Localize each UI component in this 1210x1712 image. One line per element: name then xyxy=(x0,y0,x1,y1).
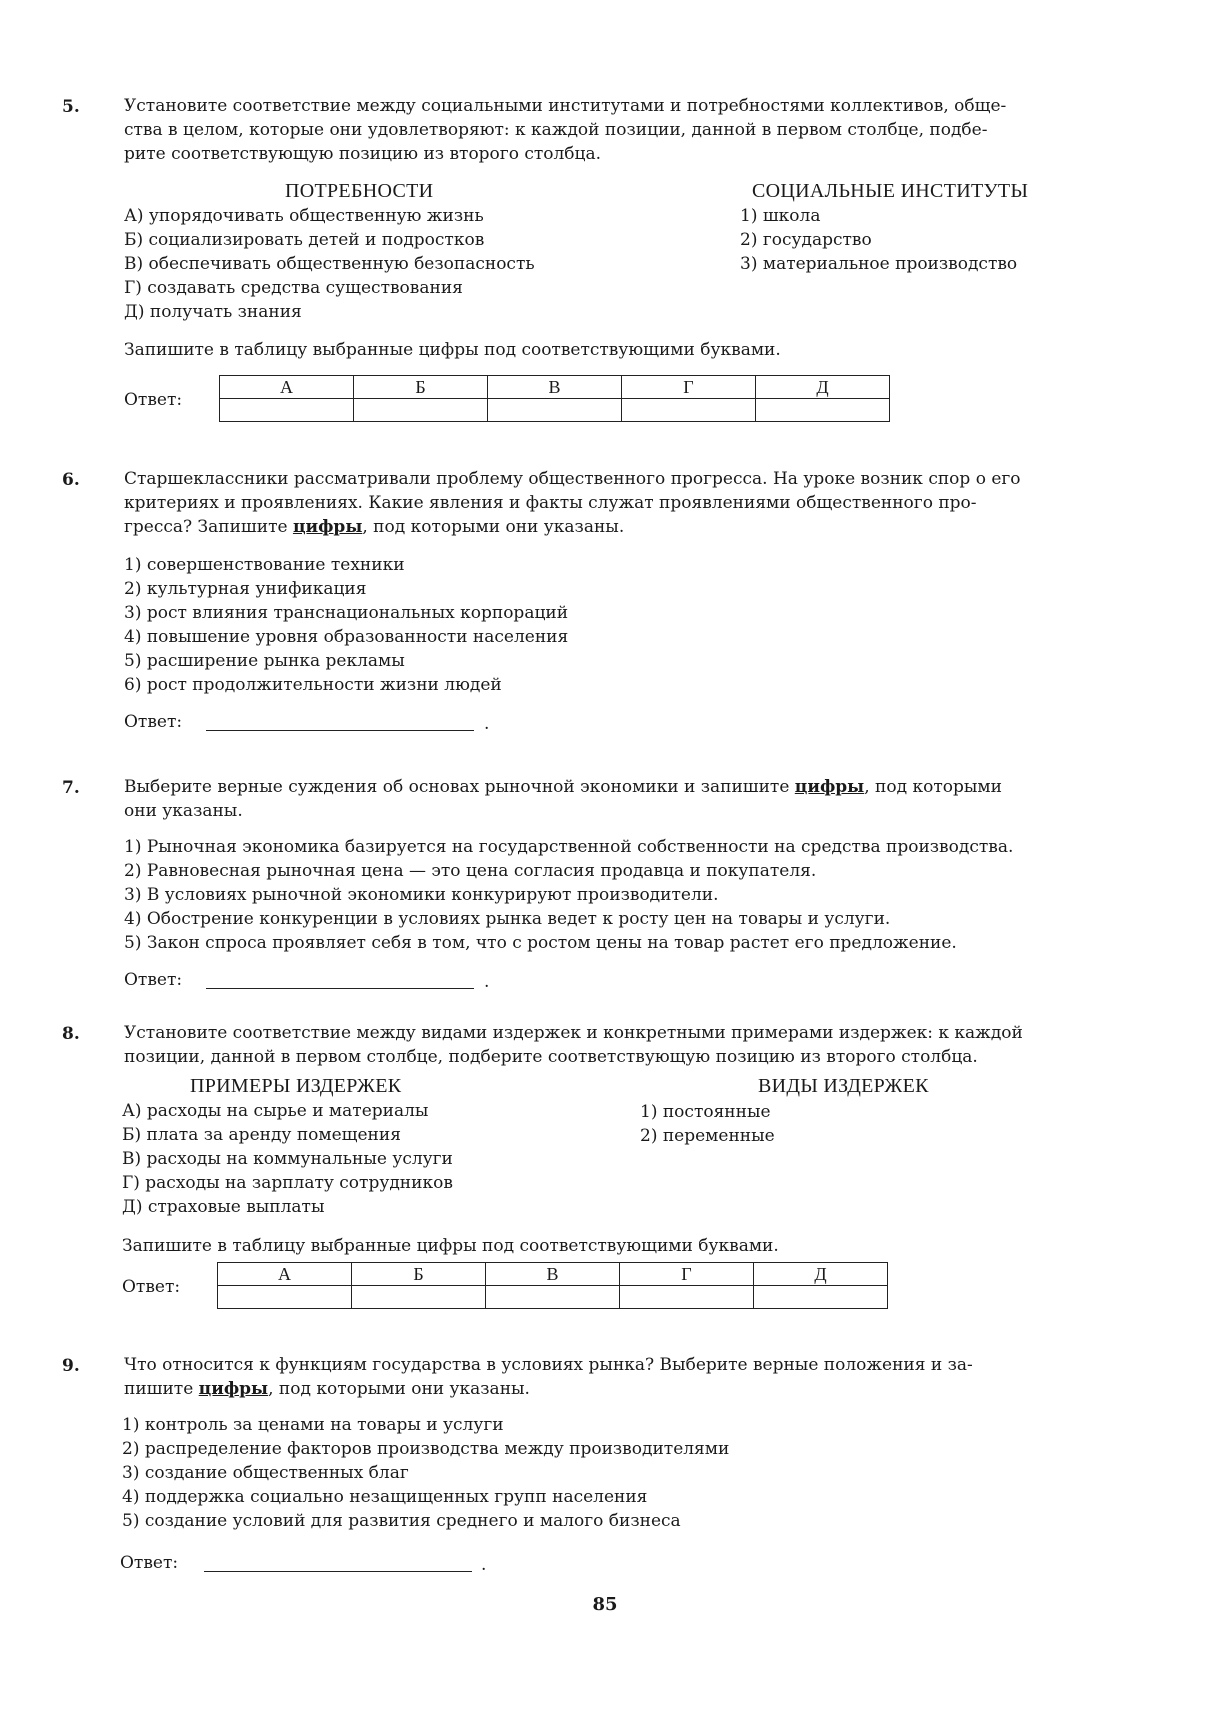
left-column-header: ПРИМЕРЫ ИЗДЕРЖЕК xyxy=(190,1075,402,1097)
question-text-line: Что относится к функциям государства в условиях рынка? Выберите верные положения и за- xyxy=(124,1355,973,1375)
list-item: 5) Закон спроса проявляет себя в том, что с ростом цены на товар растет его предложение. xyxy=(124,933,957,953)
answer-cell[interactable] xyxy=(354,399,488,422)
right-column-header: СОЦИАЛЬНЫЕ ИНСТИТУТЫ xyxy=(752,180,1029,202)
list-item: Д) страховые выплаты xyxy=(122,1197,325,1217)
answer-dot: . xyxy=(481,1555,487,1575)
list-item: 3) материальное производство xyxy=(740,254,1018,274)
list-item: 2) культурная унификация xyxy=(124,579,367,599)
list-item: 6) рост продолжительности жизни людей xyxy=(124,675,502,695)
list-item: 1) школа xyxy=(740,206,821,226)
list-item: 1) Рыночная экономика базируется на государственной собственности на средства производства. xyxy=(124,837,1014,857)
list-item: Г) создавать средства существования xyxy=(124,278,463,298)
answer-cell[interactable] xyxy=(620,1286,754,1309)
list-item: Д) получать знания xyxy=(124,302,302,322)
table-instruction: Запишите в таблицу выбранные цифры под соответствующими буквами. xyxy=(124,340,781,360)
question-number: 6. xyxy=(62,470,80,490)
list-item: 1) постоянные xyxy=(640,1102,771,1122)
list-item: Б) плата за аренду помещения xyxy=(122,1125,401,1145)
right-column-header: ВИДЫ ИЗДЕРЖЕК xyxy=(758,1075,929,1097)
question-text-line: ства в целом, которые они удовлетворяют: к каждой позиции, данной в первом столбце, подбе- xyxy=(124,120,988,140)
question-text xyxy=(124,467,1210,539)
answer-cell[interactable] xyxy=(486,1286,620,1309)
list-item: 1) контроль за ценами на товары и услуги xyxy=(122,1415,504,1435)
question-text-line: Установите соответствие между видами издержек и конкретными примерами издержек: к каждой xyxy=(124,1023,1023,1043)
answer-cell[interactable] xyxy=(756,399,890,422)
question-number: 5. xyxy=(62,97,80,117)
question-text xyxy=(124,1353,1210,1401)
list-item: А) упорядочивать общественную жизнь xyxy=(124,206,484,226)
table-header-cell: Б xyxy=(352,1263,486,1286)
emphasis: цифры xyxy=(198,1379,269,1399)
question-text-line: они указаны. xyxy=(124,801,243,821)
list-item: 1) совершенствование техники xyxy=(124,555,405,575)
table-header-cell: А xyxy=(220,376,354,399)
list-item: 5) расширение рынка рекламы xyxy=(124,651,405,671)
answer-cell[interactable] xyxy=(622,399,756,422)
answer-label: Ответ: xyxy=(120,1553,179,1573)
list-item: 4) поддержка социально незащищенных групп населения xyxy=(122,1487,648,1507)
list-item: 2) Равновесная рыночная цена — это цена согласия продавца и покупателя. xyxy=(124,861,817,881)
answer-field[interactable] xyxy=(206,730,474,731)
answer-field[interactable] xyxy=(206,988,474,989)
question-number: 9. xyxy=(62,1356,80,1376)
answer-cell[interactable] xyxy=(488,399,622,422)
answer-cell[interactable] xyxy=(352,1286,486,1309)
question-text-line: рите соответствующую позицию из второго столбца. xyxy=(124,144,602,164)
table-header-cell: В xyxy=(488,376,622,399)
list-item: А) расходы на сырье и материалы xyxy=(122,1101,429,1121)
question-text xyxy=(124,1021,1210,1069)
table-header-cell: А xyxy=(218,1263,352,1286)
list-item: 4) повышение уровня образованности населения xyxy=(124,627,569,647)
list-item: 2) распределение факторов производства между производителями xyxy=(122,1439,730,1459)
page-number: 85 xyxy=(592,1594,618,1615)
list-item: 3) рост влияния транснациональных корпораций xyxy=(124,603,569,623)
question-text-line: Выберите верные суждения об основах рыночной экономики и запишите цифры, под которыми xyxy=(124,777,1002,797)
question-text xyxy=(124,94,1210,166)
answer-dot: . xyxy=(484,972,490,992)
table-instruction: Запишите в таблицу выбранные цифры под соответствующими буквами. xyxy=(122,1236,779,1256)
list-item: В) обеспечивать общественную безопасность xyxy=(124,254,535,274)
answer-label: Ответ: xyxy=(122,1277,181,1297)
answer-cell[interactable] xyxy=(218,1286,352,1309)
question-text xyxy=(124,775,1210,823)
answer-label: Ответ: xyxy=(124,712,183,732)
table-header-cell: Д xyxy=(754,1263,888,1286)
answer-label: Ответ: xyxy=(124,970,183,990)
emphasis: цифры xyxy=(292,517,363,537)
question-number: 8. xyxy=(62,1024,80,1044)
list-item: Б) социализировать детей и подростков xyxy=(124,230,485,250)
list-item: 5) создание условий для развития среднего и малого бизнеса xyxy=(122,1511,681,1531)
list-item: Г) расходы на зарплату сотрудников xyxy=(122,1173,453,1193)
answer-dot: . xyxy=(484,714,490,734)
question-text-line: критериях и проявлениях. Какие явления и факты служат проявлениями общественного про- xyxy=(124,493,977,513)
answer-label: Ответ: xyxy=(124,390,183,410)
table-header-cell: Г xyxy=(622,376,756,399)
question-text-line: позиции, данной в первом столбце, подберите соответствующую позицию из второго столбца. xyxy=(124,1047,978,1067)
table-header-cell: Г xyxy=(620,1263,754,1286)
list-item: 2) государство xyxy=(740,230,872,250)
answer-table xyxy=(217,1262,888,1309)
list-item: 3) создание общественных благ xyxy=(122,1463,409,1483)
answer-field[interactable] xyxy=(204,1571,472,1572)
answer-cell[interactable] xyxy=(220,399,354,422)
question-text-line: Старшеклассники рассматривали проблему общественного прогресса. На уроке возник спор о его xyxy=(124,469,1021,489)
answer-cell[interactable] xyxy=(754,1286,888,1309)
list-item: В) расходы на коммунальные услуги xyxy=(122,1149,453,1169)
question-text-line: пишите цифры, под которыми они указаны. xyxy=(124,1379,530,1399)
table-header-cell: Б xyxy=(354,376,488,399)
left-column-header: ПОТРЕБНОСТИ xyxy=(285,180,434,202)
list-item: 4) Обострение конкуренции в условиях рынка ведет к росту цен на товары и услуги. xyxy=(124,909,891,929)
emphasis: цифры xyxy=(794,777,865,797)
list-item: 3) В условиях рыночной экономики конкурируют производители. xyxy=(124,885,719,905)
answer-table xyxy=(219,375,890,422)
question-number: 7. xyxy=(62,778,80,798)
list-item: 2) переменные xyxy=(640,1126,775,1146)
table-header-cell: В xyxy=(486,1263,620,1286)
question-text-line: гресса? Запишите цифры, под которыми они указаны. xyxy=(124,517,625,537)
table-header-cell: Д xyxy=(756,376,890,399)
question-text-line: Установите соответствие между социальными институтами и потребностями коллективов, обще- xyxy=(124,96,1007,116)
